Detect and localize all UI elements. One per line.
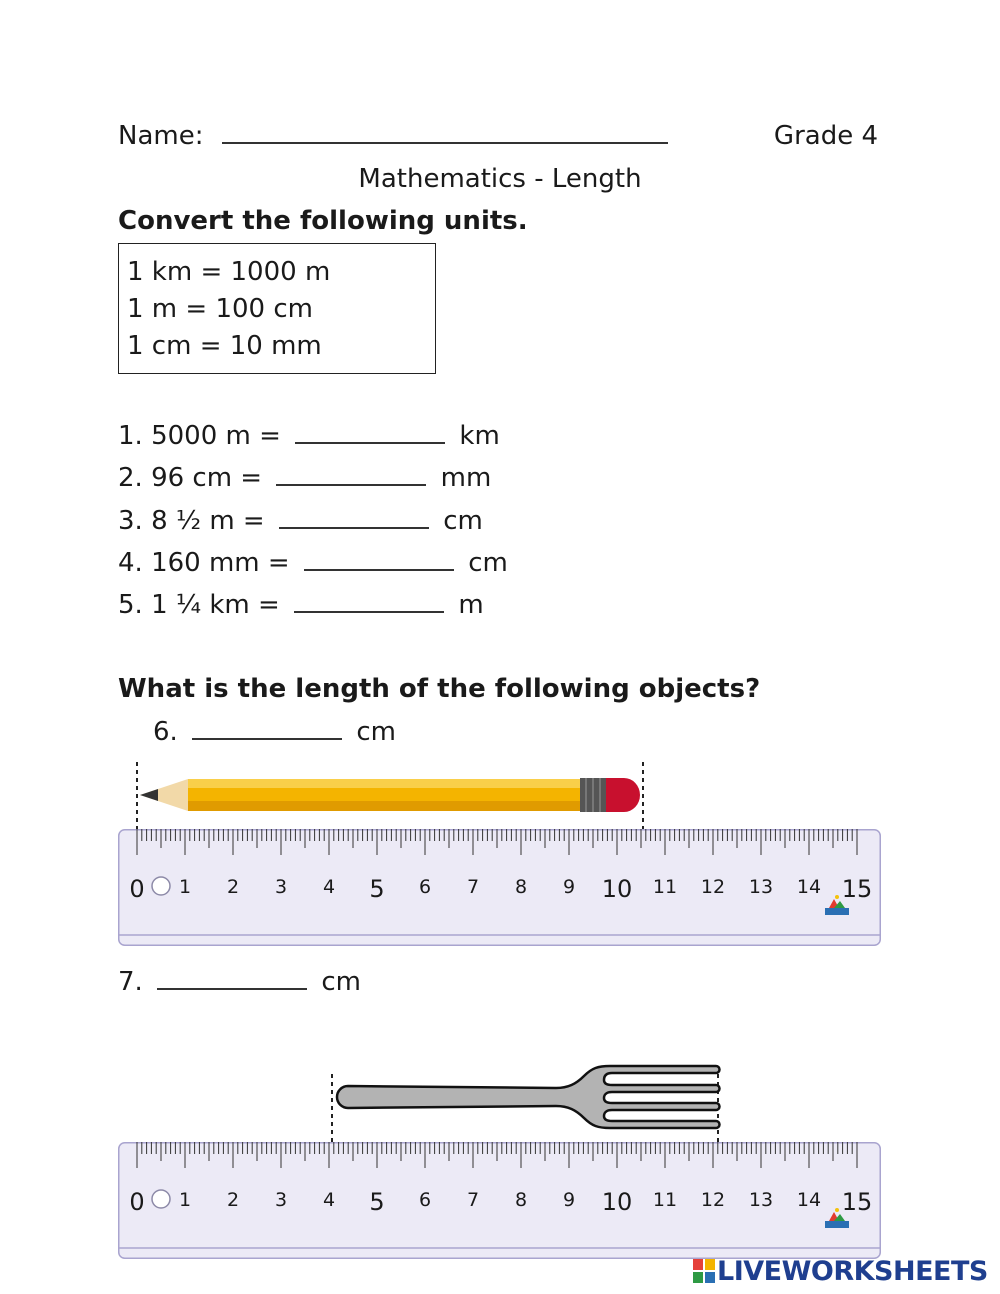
ruler-2	[118, 1142, 881, 1259]
ruler-2-label-9: 9	[562, 1189, 576, 1211]
ruler-2-label-1: 1	[178, 1189, 192, 1211]
ruler-1-label-0: 0	[129, 875, 145, 903]
ruler-2-label-7: 7	[466, 1189, 480, 1211]
question-5-unit: m	[458, 590, 484, 620]
question-6-answer[interactable]	[192, 738, 342, 740]
question-2-answer[interactable]	[276, 484, 426, 486]
question-6-unit: cm	[356, 717, 396, 747]
name-label: Name:	[118, 121, 204, 151]
name-input-line[interactable]	[222, 142, 668, 144]
ruler-1-label-7: 7	[466, 876, 480, 898]
ruler-2-label-6: 6	[418, 1189, 432, 1211]
question-2	[118, 463, 491, 493]
ruler-1-label-9: 9	[562, 876, 576, 898]
question-5-text: 5. 1 ¼ km =	[118, 590, 280, 620]
question-1-answer[interactable]	[295, 442, 445, 444]
pencil-eraser	[606, 778, 640, 812]
section1-title: Convert the following units.	[118, 206, 528, 236]
ruler-1-label-1: 1	[178, 876, 192, 898]
ruler-1-label-13: 13	[748, 876, 774, 898]
conversion-cm: 1 cm = 10 mm	[127, 331, 322, 361]
question-2-text: 2. 96 cm =	[118, 463, 263, 493]
conversion-m: 1 m = 100 cm	[127, 294, 313, 324]
ruler-1-label-12: 12	[700, 876, 726, 898]
pencil-highlight	[188, 779, 580, 788]
ruler-1-label-5: 5	[369, 875, 385, 903]
question-7-answer[interactable]	[157, 988, 307, 990]
question-7	[118, 967, 361, 997]
ruler-1-hole	[152, 877, 170, 895]
liveworksheets-logo-icon	[693, 1259, 715, 1283]
ruler-2-hole	[152, 1190, 170, 1208]
ruler-2-label-13: 13	[748, 1189, 774, 1211]
ruler-2-label-11: 11	[652, 1189, 678, 1211]
question-6	[153, 717, 396, 747]
question-7-unit: cm	[321, 967, 361, 997]
question-3-text: 3. 8 ½ m =	[118, 506, 265, 536]
ruler-1	[118, 829, 881, 946]
ruler-2-label-2: 2	[226, 1189, 240, 1211]
liveworksheets-brand: LIVEWORKSHEETS	[717, 1255, 988, 1287]
question-7-number: 7.	[118, 967, 143, 997]
question-1-text: 1. 5000 m =	[118, 421, 281, 451]
ruler-2-label-10: 10	[601, 1188, 633, 1216]
pencil-image	[140, 778, 640, 812]
ruler-2-label-12: 12	[700, 1189, 726, 1211]
ruler-1-label-6: 6	[418, 876, 432, 898]
question-3-answer[interactable]	[279, 527, 429, 529]
ruler-1-label-8: 8	[514, 876, 528, 898]
question-6-number: 6.	[153, 717, 178, 747]
grade-label: Grade 4	[773, 121, 878, 151]
question-5-answer[interactable]	[294, 611, 444, 613]
ruler-1-label-3: 3	[274, 876, 288, 898]
pencil-shadow	[188, 801, 580, 811]
ruler-2-label-14: 14	[796, 1189, 822, 1211]
ruler-1-label-14: 14	[796, 876, 822, 898]
ruler-1-label-4: 4	[322, 876, 336, 898]
ruler-2-label-15: 15	[841, 1188, 873, 1216]
ruler-2-label-0: 0	[129, 1188, 145, 1216]
pencil-figure	[118, 758, 880, 830]
liveworksheets-watermark	[693, 1255, 988, 1287]
ruler-1-label-15: 15	[841, 875, 873, 903]
question-2-unit: mm	[440, 463, 492, 493]
question-4-answer[interactable]	[304, 569, 454, 571]
fork-image	[337, 1066, 720, 1128]
ruler-1-label-11: 11	[652, 876, 678, 898]
ruler-1-label-2: 2	[226, 876, 240, 898]
ruler-2-label-4: 4	[322, 1189, 336, 1211]
question-3-unit: cm	[443, 506, 483, 536]
ruler-1-label-10: 10	[601, 875, 633, 903]
ruler-2-label-3: 3	[274, 1189, 288, 1211]
pencil-lead-tip	[140, 789, 158, 801]
conversion-km: 1 km = 1000 m	[127, 257, 331, 287]
question-5	[118, 590, 484, 620]
ruler-2-label-5: 5	[369, 1188, 385, 1216]
ruler-1-svg	[118, 829, 881, 946]
worksheet-subtitle: Mathematics - Length	[358, 164, 642, 194]
ruler-2-svg	[118, 1142, 881, 1259]
question-1	[118, 421, 500, 451]
question-4-text: 4. 160 mm =	[118, 548, 290, 578]
question-4-unit: cm	[468, 548, 508, 578]
conversion-box	[118, 243, 436, 374]
question-3	[118, 506, 483, 536]
fork-figure	[118, 1060, 880, 1144]
section2-title: What is the length of the following objects?	[118, 674, 761, 704]
question-4	[118, 548, 508, 578]
ruler-2-label-8: 8	[514, 1189, 528, 1211]
fork-shape	[337, 1066, 720, 1128]
question-1-unit: km	[459, 421, 500, 451]
